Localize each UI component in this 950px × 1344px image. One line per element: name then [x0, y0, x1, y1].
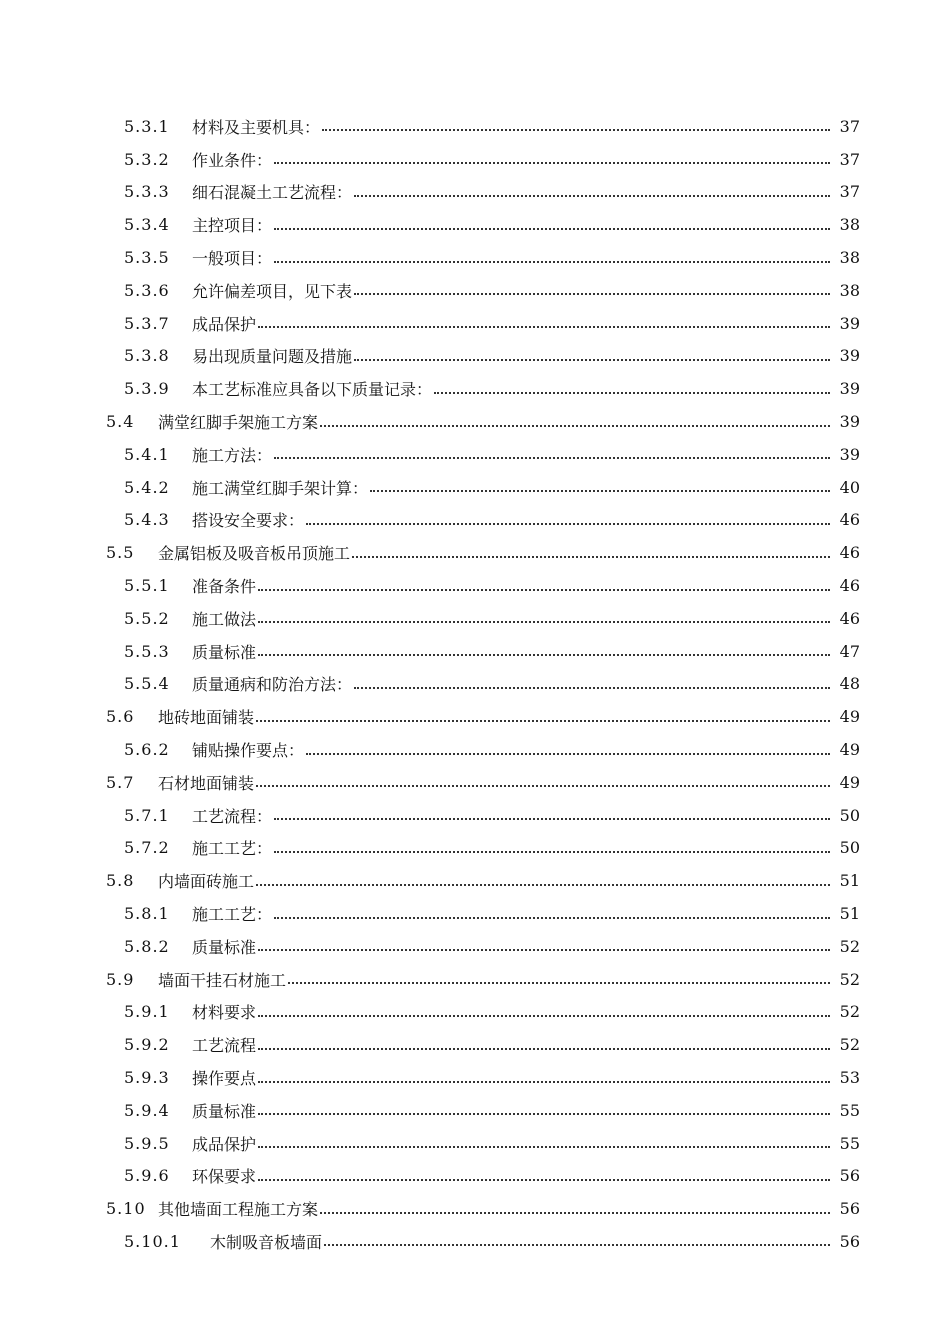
- toc-page-number: 39: [839, 412, 860, 432]
- toc-page-number: 55: [839, 1133, 860, 1153]
- toc-entry-title: 工艺流程：: [192, 806, 273, 826]
- toc-page-number: 46: [839, 576, 860, 596]
- toc-subsection-entry[interactable]: [0, 241, 950, 274]
- toc-page-number: 53: [839, 1068, 860, 1087]
- toc-page-number: 46: [839, 543, 860, 563]
- toc-page-number: 39: [839, 444, 860, 464]
- toc-page-number: 51: [839, 871, 860, 891]
- dot-leader: [274, 146, 830, 164]
- toc-entry-title: 墙面干挂石材施工: [158, 970, 287, 990]
- toc-entry-number: 5.8: [106, 871, 135, 891]
- toc-entry-number: 5.9.6: [124, 1166, 170, 1186]
- toc-entry-title: 本工艺标准应具备以下质量记录：: [192, 380, 433, 400]
- toc-entry-number: 5.9.5: [124, 1133, 170, 1153]
- toc-subsection-entry[interactable]: [0, 1127, 950, 1160]
- toc-entry-title: 环保要求: [192, 1167, 257, 1187]
- dot-leader: [274, 441, 830, 459]
- toc-page-number: 46: [839, 510, 860, 530]
- toc-page-number: 56: [839, 1199, 860, 1219]
- toc-entry-number: 5.3.9: [124, 379, 170, 399]
- dot-leader: [274, 245, 830, 263]
- toc-page-number: 39: [839, 313, 860, 333]
- toc-page-number: 38: [839, 248, 860, 268]
- toc-entry-title: 金属铝板及吸音板吊顶施工: [158, 544, 351, 564]
- toc-page-number: 56: [839, 1231, 860, 1251]
- toc-section-entry[interactable]: [0, 536, 950, 569]
- toc-entry-title: 准备条件: [192, 577, 257, 597]
- dot-leader: [256, 769, 830, 787]
- toc-entry-number: 5.10.1: [124, 1231, 181, 1251]
- toc-subsection-entry[interactable]: [0, 110, 950, 143]
- toc-page-number: 48: [839, 674, 860, 694]
- dot-leader: [258, 1163, 830, 1181]
- toc-page-number: 46: [839, 608, 860, 628]
- toc-page-number: 40: [839, 477, 860, 497]
- toc-entry-title: 石材地面铺装: [158, 773, 255, 793]
- toc-entry-number: 5.5.4: [124, 674, 170, 694]
- toc-entry-title: 施工工艺：: [192, 905, 273, 925]
- toc-entry-number: 5.9.3: [124, 1068, 170, 1087]
- toc-entry-number: 5.3.3: [124, 182, 170, 202]
- dot-leader: [320, 1196, 830, 1214]
- toc-page-number: 49: [839, 772, 860, 792]
- toc-page-number: 55: [839, 1100, 860, 1120]
- toc-entry-title: 铺贴操作要点：: [192, 741, 305, 761]
- toc-entry-number: 5.6.2: [124, 740, 170, 760]
- toc-entry-number: 5.8.2: [124, 936, 170, 956]
- dot-leader: [274, 901, 830, 919]
- toc-entry-number: 5.7.2: [124, 838, 170, 858]
- toc-entry-number: 5.7.1: [124, 805, 170, 825]
- toc-entry-number: 5.9.1: [124, 1002, 170, 1022]
- toc-page-number: 52: [839, 936, 860, 956]
- toc-entry-title: 允许偏差项目，见下表: [192, 281, 353, 301]
- toc-page-number: 51: [839, 904, 860, 924]
- toc-entry-title: 成品保护: [192, 1134, 257, 1154]
- toc-subsection-entry[interactable]: [0, 569, 950, 602]
- toc-page-number: 56: [839, 1166, 860, 1186]
- toc-subsection-entry[interactable]: [0, 930, 950, 963]
- toc-entry-number: 5.4.3: [124, 510, 170, 530]
- toc-page-number: 52: [839, 1002, 860, 1022]
- dot-leader: [258, 573, 830, 591]
- dot-leader: [258, 1065, 830, 1083]
- toc-entry-number: 5.3.8: [124, 346, 170, 366]
- toc-subsection-entry[interactable]: [0, 143, 950, 176]
- dot-leader: [274, 835, 830, 853]
- toc-entry-title: 质量标准: [192, 1101, 257, 1121]
- toc-page-number: 49: [839, 740, 860, 760]
- toc-entry-number: 5.3.2: [124, 149, 170, 169]
- toc-entry-title: 质量通病和防治方法：: [192, 675, 353, 695]
- toc-entry-title: 满堂红脚手架施工方案: [158, 413, 319, 433]
- toc-entry-number: 5.5: [106, 543, 135, 563]
- toc-entry-number: 5.9.4: [124, 1100, 170, 1120]
- toc-page-number: 39: [839, 379, 860, 399]
- toc-entry-number: 5.8.1: [124, 904, 170, 924]
- toc-subsection-entry[interactable]: [0, 832, 950, 865]
- toc-subsection-entry[interactable]: [0, 668, 950, 701]
- toc-page-number: 37: [839, 182, 860, 202]
- toc-entry-title: 其他墙面工程施工方案: [158, 1200, 319, 1220]
- toc-entry-title: 施工工艺：: [192, 839, 273, 859]
- toc-subsection-entry[interactable]: [0, 897, 950, 930]
- dot-leader: [274, 802, 830, 820]
- toc-page-number: 37: [839, 116, 860, 136]
- toc-entry-number: 5.5.1: [124, 576, 170, 596]
- toc-section-entry[interactable]: [0, 864, 950, 897]
- toc-entry-title: 细石混凝土工艺流程：: [192, 183, 353, 203]
- toc-entry-number: 5.5.3: [124, 641, 170, 661]
- toc-subsection-entry[interactable]: [0, 340, 950, 373]
- toc-entry-title: 一般项目：: [192, 249, 273, 269]
- toc-page-number: 37: [839, 149, 860, 169]
- toc-page-number: 52: [839, 1035, 860, 1055]
- toc-subsection-entry[interactable]: [0, 471, 950, 504]
- toc-subsection-entry[interactable]: [0, 372, 950, 405]
- toc-section-entry[interactable]: [0, 700, 950, 733]
- toc-subsection-entry[interactable]: [0, 1061, 950, 1094]
- dot-leader: [258, 933, 830, 951]
- toc-entry-title: 施工满堂红脚手架计算：: [192, 478, 369, 498]
- toc-subsection-entry[interactable]: [0, 1028, 950, 1061]
- dot-leader: [256, 704, 830, 722]
- toc-entry-title: 易出现质量问题及措施: [192, 347, 353, 367]
- toc-entry-number: 5.3.4: [124, 215, 170, 235]
- toc-section-entry[interactable]: [0, 1192, 950, 1225]
- toc-entry-title: 工艺流程: [192, 1036, 257, 1056]
- dot-leader: [306, 737, 830, 755]
- toc-subsection-entry[interactable]: [0, 1094, 950, 1127]
- toc-page-number: 38: [839, 280, 860, 300]
- toc-subsection-entry[interactable]: [0, 1160, 950, 1193]
- toc-entry-number: 5.3.7: [124, 313, 170, 333]
- toc-subsection-entry[interactable]: [0, 733, 950, 766]
- dot-leader: [324, 1228, 830, 1246]
- toc-subsection-entry[interactable]: [0, 274, 950, 307]
- toc-page-number: 47: [839, 641, 860, 661]
- toc-entry-number: 5.5.2: [124, 608, 170, 628]
- toc-entry-number: 5.9: [106, 969, 135, 989]
- toc-entry-number: 5.3.5: [124, 248, 170, 268]
- toc-entry-number: 5.6: [106, 707, 135, 727]
- dot-leader: [258, 1130, 830, 1148]
- toc-entry-number: 5.4.1: [124, 444, 170, 464]
- toc-page-number: 49: [839, 707, 860, 727]
- dot-leader: [256, 868, 830, 886]
- dot-leader: [258, 310, 830, 328]
- dot-leader: [258, 1032, 830, 1050]
- dot-leader: [354, 277, 830, 295]
- toc-entry-title: 作业条件：: [192, 150, 273, 170]
- dot-leader: [258, 638, 830, 656]
- toc-entry-title: 施工方法：: [192, 445, 273, 465]
- dot-leader: [434, 376, 830, 394]
- dot-leader: [288, 966, 830, 984]
- toc-entry-title: 施工做法: [192, 609, 257, 629]
- toc-subsection-entry[interactable]: [0, 799, 950, 832]
- toc-section-entry[interactable]: [0, 766, 950, 799]
- table-of-contents: [0, 110, 950, 1258]
- toc-page-number: 39: [839, 346, 860, 366]
- toc-subsection-entry[interactable]: [0, 208, 950, 241]
- toc-subsection-entry[interactable]: [0, 504, 950, 537]
- toc-entry-number: 5.4.2: [124, 477, 170, 497]
- toc-subsection-entry[interactable]: [0, 635, 950, 668]
- dot-leader: [322, 113, 830, 131]
- dot-leader: [354, 179, 830, 197]
- dot-leader: [352, 540, 830, 558]
- toc-entry-title: 成品保护: [192, 314, 257, 334]
- toc-entry-title: 操作要点: [192, 1069, 257, 1088]
- dot-leader: [306, 507, 830, 525]
- toc-page-number: 52: [839, 969, 860, 989]
- toc-entry-number: 5.9.2: [124, 1035, 170, 1055]
- toc-section-entry[interactable]: [0, 405, 950, 438]
- toc-subsection-entry[interactable]: [0, 438, 950, 471]
- toc-section-entry[interactable]: [0, 963, 950, 996]
- toc-entry-title: 搭设安全要求：: [192, 511, 305, 531]
- toc-entry-title: 材料及主要机具：: [192, 117, 321, 137]
- toc-entry-title: 质量标准: [192, 642, 257, 662]
- toc-page-number: 50: [839, 838, 860, 858]
- dot-leader: [258, 605, 830, 623]
- toc-entry-title: 内墙面砖施工: [158, 872, 255, 892]
- toc-entry-title: 木制吸音板墙面: [210, 1232, 323, 1252]
- toc-entry-number: 5.3.6: [124, 280, 170, 300]
- toc-subsection-entry[interactable]: [0, 307, 950, 340]
- toc-subsection-entry[interactable]: [0, 996, 950, 1029]
- toc-subsection-entry[interactable]: [0, 602, 950, 635]
- toc-entry-title: 质量标准: [192, 937, 257, 957]
- toc-page-number: 38: [839, 215, 860, 235]
- toc-entry-title: 材料要求: [192, 1003, 257, 1023]
- dot-leader: [320, 409, 830, 427]
- toc-subsection-entry[interactable]: [0, 1225, 950, 1258]
- toc-page-number: 50: [839, 805, 860, 825]
- dot-leader: [258, 1097, 830, 1115]
- toc-entry-number: 5.3.1: [124, 116, 170, 136]
- dot-leader: [370, 474, 830, 492]
- toc-entry-number: 5.4: [106, 412, 135, 432]
- toc-subsection-entry[interactable]: [0, 176, 950, 209]
- dot-leader: [354, 671, 830, 689]
- dot-leader: [354, 343, 830, 361]
- toc-entry-number: 5.10: [106, 1199, 146, 1219]
- dot-leader: [258, 999, 830, 1017]
- dot-leader: [274, 212, 830, 230]
- toc-entry-title: 地砖地面铺装: [158, 708, 255, 728]
- toc-entry-title: 主控项目：: [192, 216, 273, 236]
- toc-entry-number: 5.7: [106, 772, 135, 792]
